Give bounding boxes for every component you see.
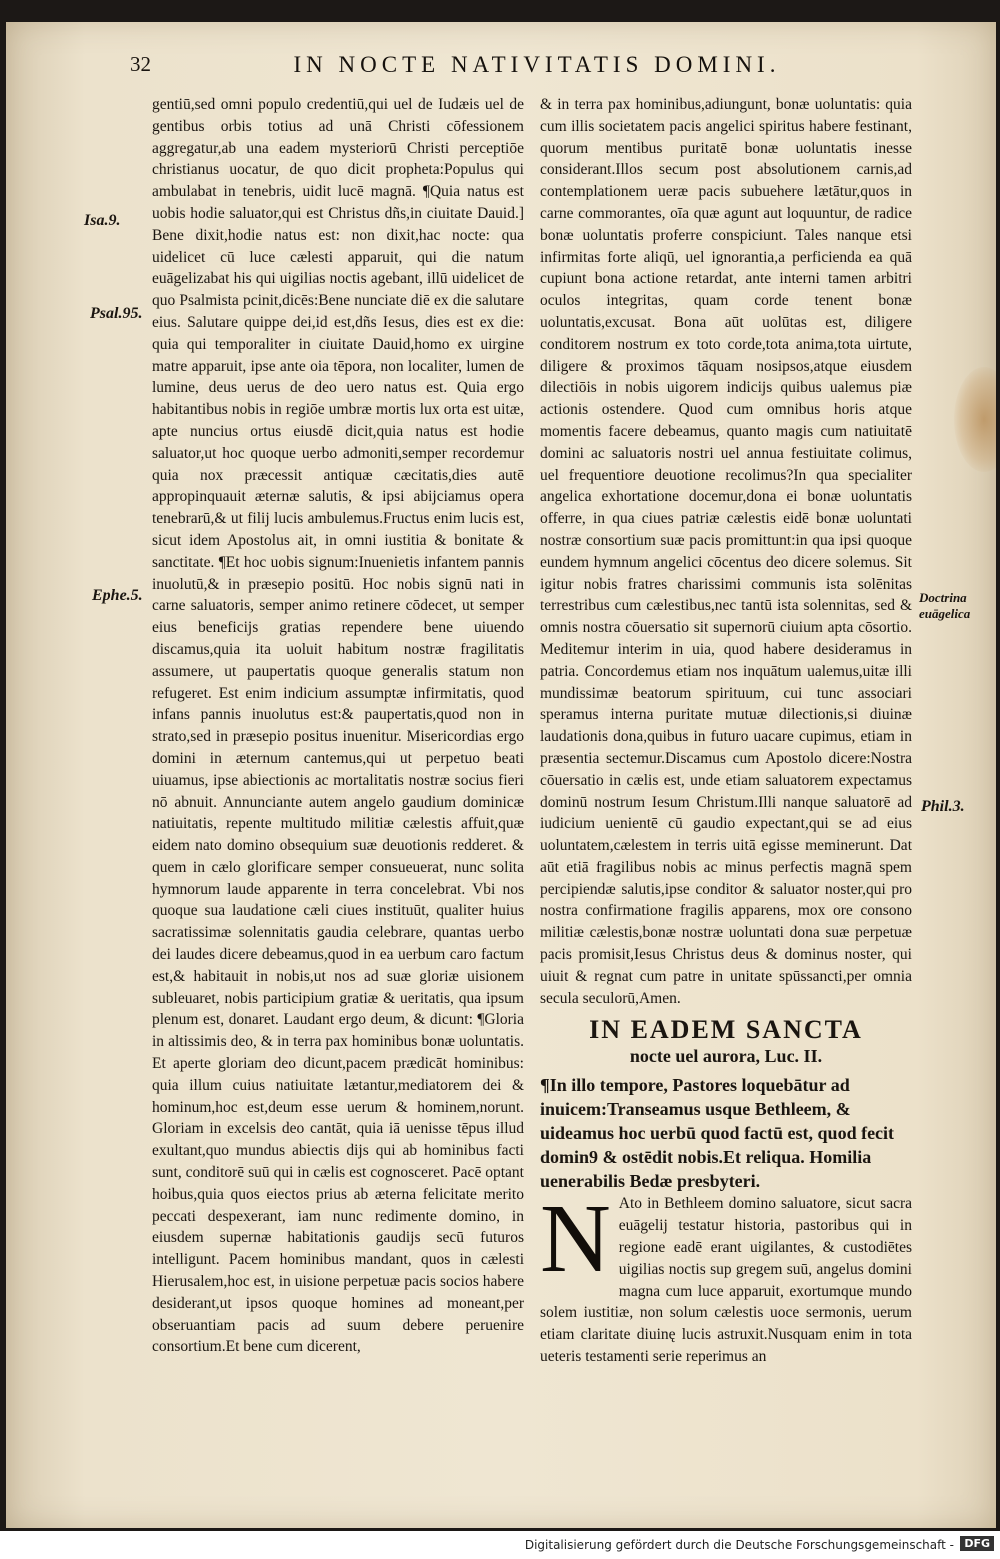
homily-text <box>540 1185 912 1367</box>
margin-note-psalm: Psal.95. <box>90 305 143 322</box>
section-subheading: nocte uel aurora, Luc. II. <box>629 1046 823 1067</box>
folio-number: 32 <box>130 52 151 76</box>
running-head: IN NOCTE NATIVITATIS DOMINI. <box>293 52 781 77</box>
gospel-passage: ¶In illo tempore, Pastores loquebātur ad inuicem:Transeamus usque Bethleem, & uideamus hoc uerbū quod factū est, quod fecit domin9 & ostēdit nobis.Et reliqua. Homilia uenerabilis Bedæ presbyteri. <box>540 1075 895 1192</box>
footer-credit: Digitalisierung gefördert durch die Deutsche Forschungsgemeinschaft - <box>524 1538 954 1552</box>
book-page <box>6 22 996 1528</box>
margin-note-philippians: Phil.3. <box>921 798 965 815</box>
right-column-text: & in terra pax hominibus,adiungunt, bonæ uoluntatis: quia cum illis societatem pacis angelici spiritus habere festinant, quorum mentibus puritatē bonæ uoluntatis inesse considerant.Illos secum post absolutionem carnis,ad contemplationem ueræ pacis subuehere lætātur,quos in carne commorantes, oīa quæ agunt aut loquuntur, de radice bonæ uoluntatis proferre conspiciunt. Tales nanque etsi infirmitas forte aliqū, uel ignorantia,a perficienda ea quā cupiunt bona actione retardat, ante interni tamen arbitri oculos integritas, quam corde tenent bonæ uoluntatis,excusat. Bona aūt uolūtas est, diligere conditorem nostrum ex toto corde,tota anima,tota uirtute, diligere & proximos tāquam nosipsos,atque eiusdem dilectiōis in nobis uigorem indicijs quibus ualemus piæ actionis ostendere. Quod cum omnibus horis atque momentis facere debeamus, quanto magis cum natiuitatē domini ac saluatoris nostri uel annua festiuitate colimus, uel frequentiore deuotione recolimus?In qua specialiter angelica exhortatione docemur,dona ei bonæ uoluntatis offerre, in qua ciues patriæ cælestis eidē bonæ uoluntati nostræ consortium suæ pacis promittunt:in qua ipsi quoque eundem hymnum angelici cōcentus deo dicere solemus. Sit igitur nobis fratres charissimi communis ista solēnitas terrestribus cum cælestibus,nec tantū ista solennitas, sed & omnis nostra cōuersatio sit supernorū ciuium apta cōsortio. Meditemur interim in uia, quod habere desideramus in patria. Concordemus etiam nos inquātum ualemus,uitæ illi mundissimæ beatorum spirituum, cui tunc associari speramus interna puritate mutuæ dilectionis,si diuinæ laudationis dona,quibus in futuro uacare cupimus, etiam in præsentia sectemur.Discamus cum Apostolo dicere:Nostra cōuersatio in cælis est, unde etiam saluatorem expectamus dominū nostrum Iesum Christum.Illi nanque saluatorē ad iudicium uenientē cū gaudio expectant,qui se ad eius uoluntatem,cælestem in terris uitā egisse meminerunt. Dat aūt etiā fragilibus nobis ac minus perfectis magnā spem percipiendæ salutis,ipse conditor & saluator noster,qui pro nostra confirmatione fragilis apparens, mox ore consono militiæ cælestis,bonæ nostræ uoluntati dona suæ perpetuæ pacis promisit,Iesus Christus deus & dominus noster, qui uiuit & regnat cum patre in unitate spūssancti,per omnia secula seculorū,Amen. <box>540 96 912 1007</box>
left-column <box>152 94 524 1358</box>
digitization-footer <box>0 1531 1000 1559</box>
margin-note-ephesians: Ephe.5. <box>92 587 143 604</box>
dfg-logo: DFG <box>960 1536 994 1551</box>
margin-note-doctrina: Doctrina euāgelica <box>919 590 971 621</box>
margin-note-isaiah: Isa.9. <box>84 212 121 229</box>
right-column <box>540 94 912 1368</box>
left-column-text: gentiū,sed omni populo credentiū,qui uel de Iudæis uel de gentibus orbis totius ad unā Christi cōfessionem aggregatur,ab una eadem mysteriorū Christi perceptiōe christianus uocatur, de quo dicit propheta:Populus qui ambulabat in tenebris, uidit lucē magnā. ¶Quia natus est uobis hodie saluator,qui est Christus dñs,in ciuitate Dauid.] Bene dixit,hodie natus est: non dixit,hac nocte: qua uidelicet cū luce cælesti apparuit, qui die natum euāgelizabat his qui uigilias noctis agebant, illū uidelicet de quo Psalmista pcinit,dicēs:Bene nunciate diē ex die salutare eius. Salutare quippe dei,id est,dñs Iesus, dies est ex die: quia qui temporaliter in ciuitate Dauid,homo ex uirgine matre apparuit, ipse ante oia tēpora, non localiter, lumen de lumine, deus uerus de deo uero natus est. Quia ergo habitantibus nobis in regiōe umbræ mortis lux orta est uitæ, apte nuncius ortus eiusdē dicit,quia natus est hodie saluator,ut hoc quoque uerbo admoniti,semper recordemur quia nox præcessit antiquæ cæcitatis,dies autē appropinquauit æternæ salutis, & ipsi abijciamus opera tenebrarū,& ut filij lucis ambulemus.Fructus enim lucis est, sicut idem Apostolus ait, in omni iustitia & bonitate & sanctitate. ¶Et hoc uobis signum:Inuenietis infantem pannis inuolutū,& in præsepio positū. Hoc nobis signū nati in carne saluatoris, semper animo retinere cōdecet, ut semper eius beneficijs gratias rependere bene uiuendo discamus,quia ita uoluit habitum nostræ fragilitatis assumere, ut paupertatis quoque generalis statum non refugeret. Est enim indicium assumptæ infirmitatis, quod infans pannis inuolutus est:& paupertatis,quod non in strato,sed in præsepio positus inuenitur. Misericordias ergo domini in æternum cantemus,qui ut perpetuo beati uiuamus, ipse abiectionis ac mortalitatis nostræ socius fieri nō abnuit. Annunciante autem angelo gaudium dominicæ natiuitatis, repente multitudo militiæ cælestis affuit,quæ eidem nato domino obsequium suæ deuotionis redderet. & quem in cælo glorificare semper consueuerat, nunc solita hymnorum laude apparente in terra concelebrat. Vbi nos quoque sua laudatione cæli ciues instituūt, qualiter huius sacratissimæ solennitatis gaudia celebrare, quantas uerbo dei laudes dicere debeamus,quod in ea uerbum caro factum est,& habitauit in nobis,ut nos ad suæ gloriæ uisionem subleuaret, nobis participium gratiæ & ueritatis, qua ipsum plenum est, donaret. Laudant ergo deum, & dicunt: ¶Gloria in altissimis deo, & in terra pax hominibus bonæ uoluntatis. Et aperte gloriam deo dicunt,pacem prædicāt hominibus: quia illum cuius natiuitate lætantur,mediatorem dei & hominum,hoc est,deum esse uerum & hominem,norunt. Gloriam in excelsis deo cantāt, quia iā uenisse tēpus illud exultant,quo mundus abiectis dijs qui ab hominibus facti sunt, conditorē suū qui in cælis est cognosceret. Pacē optant hoibus,quia quos eiectos prius ab æterna felicitate merito peccati despexerant, iam nunc redimente domino, in eiusdem supernæ habitationis gaudijs secū futuros intelligunt. Pacem hominibus mandant, quos in cælesti Hierusalem,hoc est, in uisione perpetuæ pacis socios habere desiderant,ut ipsos quoque homines ad moneant,per obseruantiam pacis ad suum debere peruenire consortium.Et bene cum dicerent, <box>152 96 524 1356</box>
section-heading: IN EADEM SANCTA <box>589 1015 863 1045</box>
water-stain <box>954 367 996 472</box>
drop-cap-letter: N <box>540 1185 611 1294</box>
homily-body: Ato in Bethleem domino saluatore, sicut sacra euāgelij testatur historia, pastoribus qui in regione eadē erant uigilantes, & custodiētes uigilias noctis sup gregem suū, angelus domini magna cum luce apparuit, exortumque mundo solem iustitiæ, non solum cælestis uoce sermonis, uerum etiam claritate diuinę lucis astruxit.Nusquam enim in tota ueteris testamenti serie reperimus an <box>540 1195 912 1366</box>
